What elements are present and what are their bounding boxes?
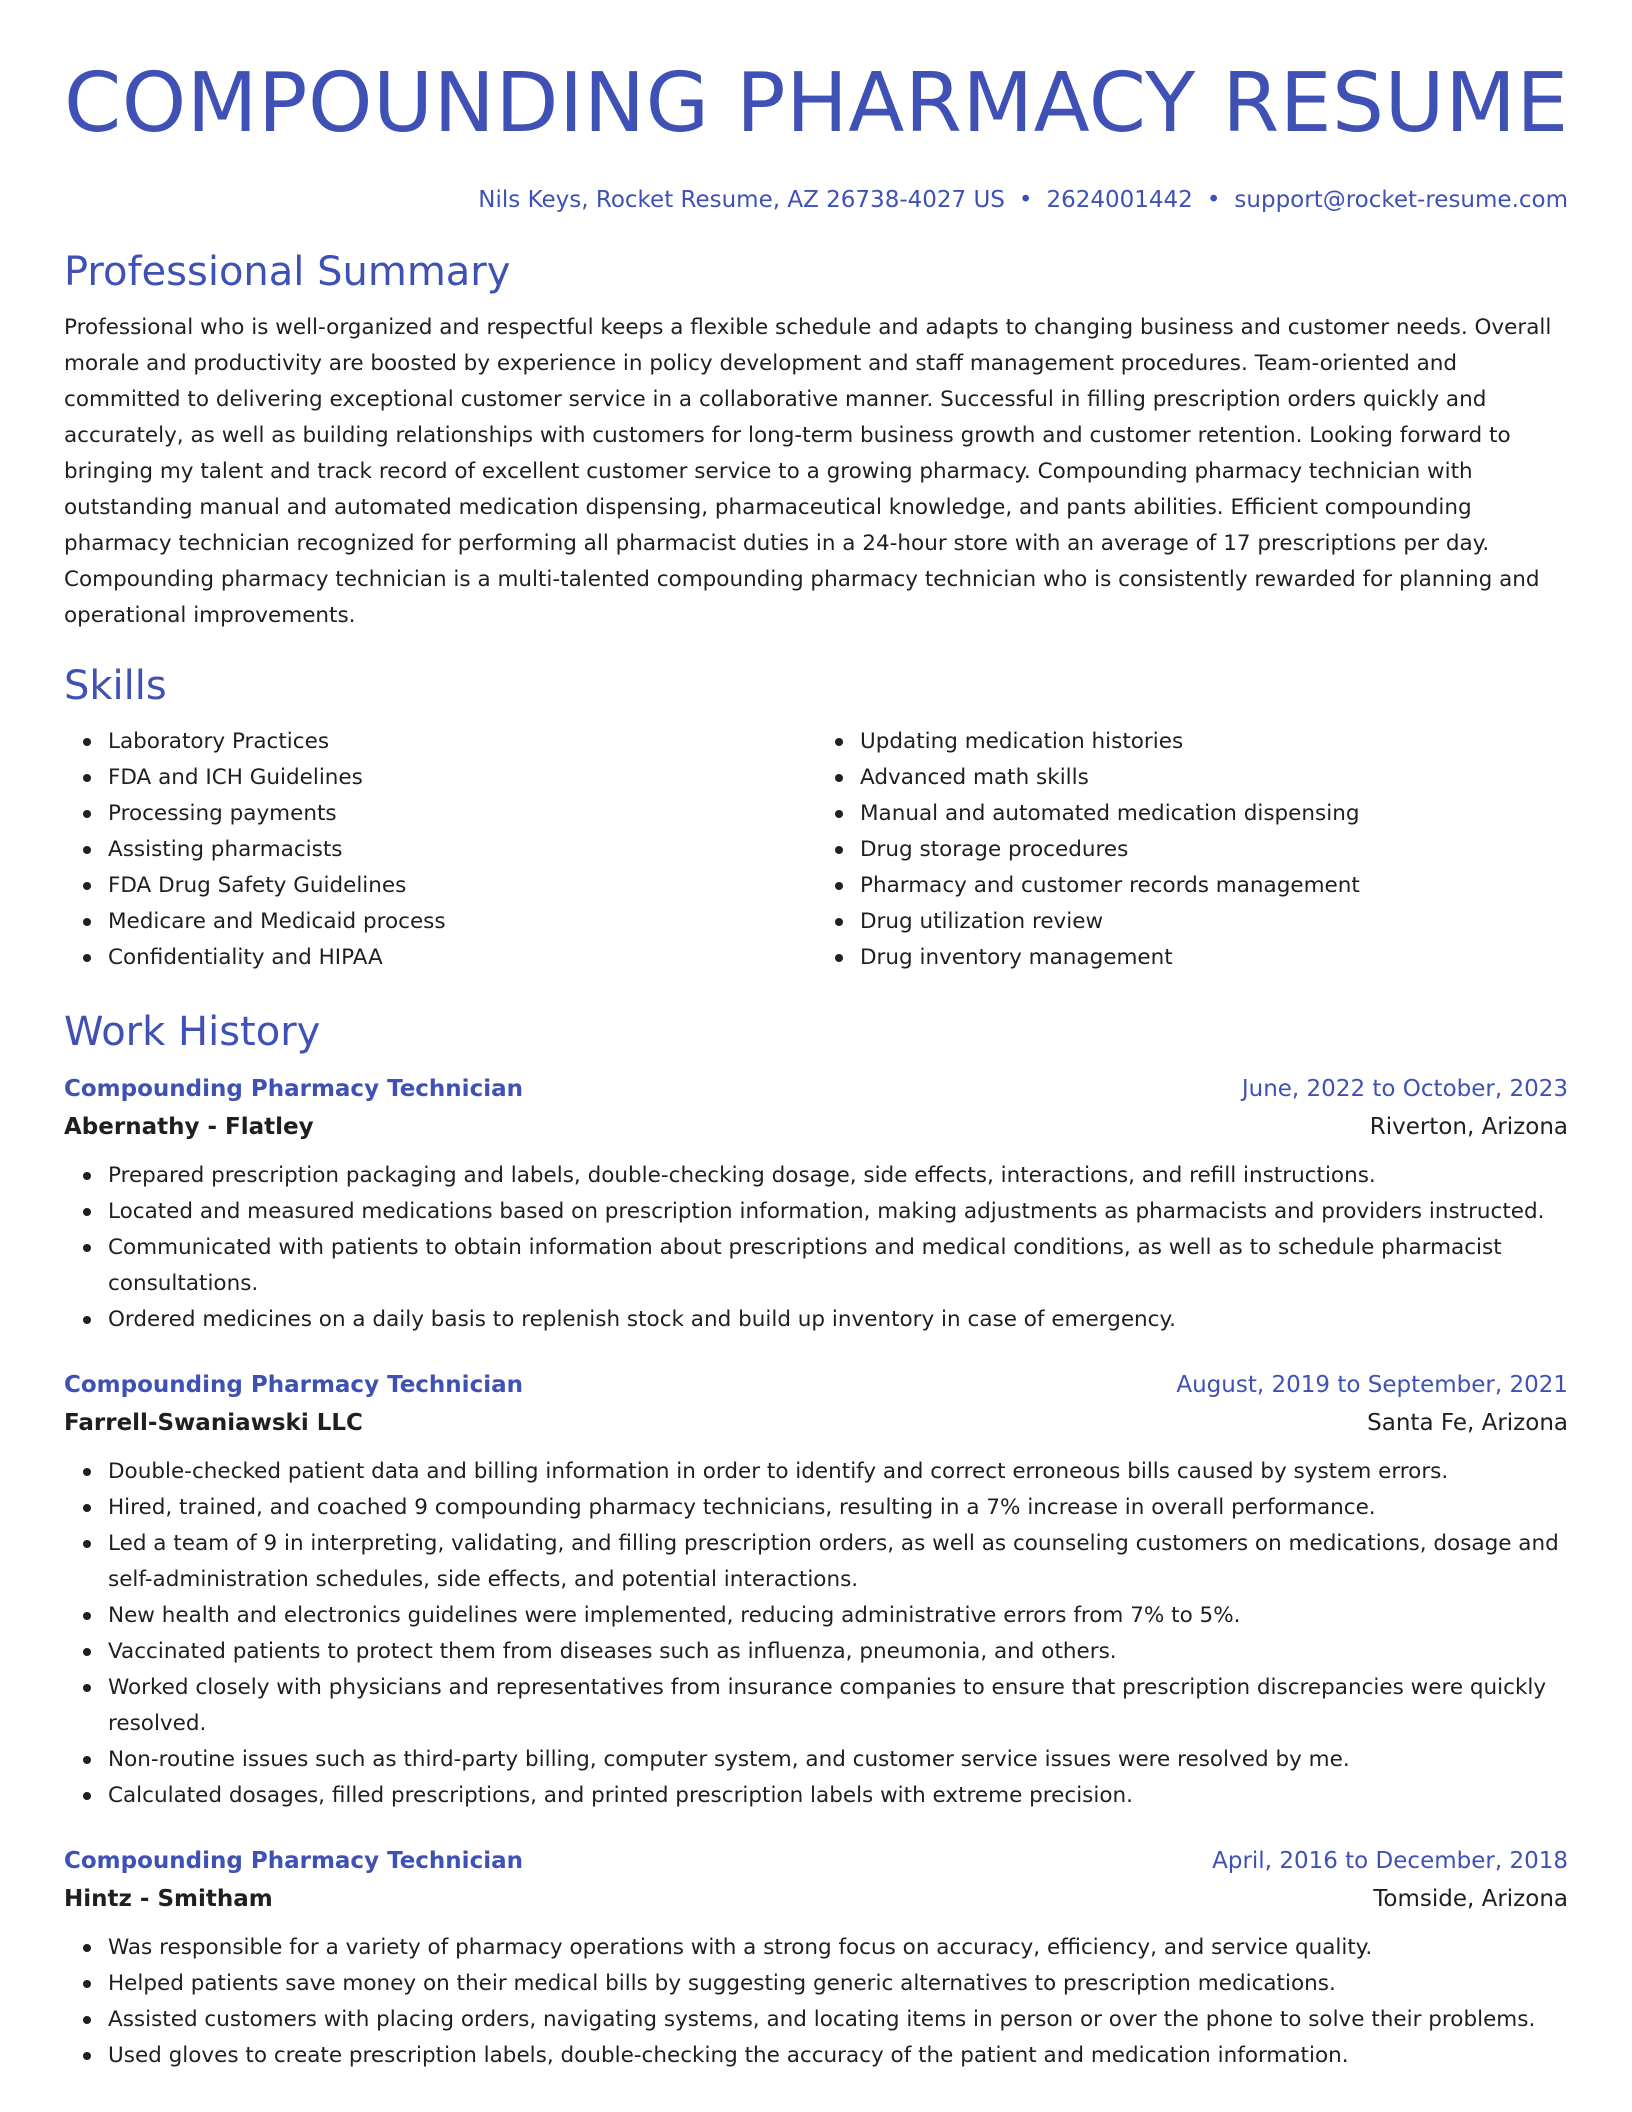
job-header-row	[64, 1842, 1568, 1880]
skill-item: Advanced math skills	[860, 760, 1568, 796]
job-entry	[64, 1070, 1568, 1338]
skills-list-left	[64, 724, 816, 976]
job-header-row	[64, 1366, 1568, 1404]
job-bullet: Was responsible for a variety of pharmacy operations with a strong focus on accuracy, efficiency, and service quality.	[108, 1930, 1568, 1966]
professional-summary-section	[64, 246, 1568, 634]
job-bullet: Led a team of 9 in interpreting, validating, and filling prescription orders, as well as counseling customers on medications, dosage and self-administration schedules, side effects, and potential interactions.	[108, 1526, 1568, 1598]
job-bullet: Prepared prescription packaging and labels, double-checking dosage, side effects, interactions, and refill instructions.	[108, 1158, 1568, 1194]
job-dates: April, 2016 to December, 2018	[1212, 1848, 1568, 1874]
job-dates: June, 2022 to October, 2023	[1241, 1076, 1568, 1102]
job-entry	[64, 1366, 1568, 1814]
skill-item: Manual and automated medication dispensing	[860, 796, 1568, 832]
contact-address: Nils Keys, Rocket Resume, AZ 26738-4027 US	[478, 187, 1005, 213]
job-bullets	[64, 1454, 1568, 1814]
skill-item: Drug storage procedures	[860, 832, 1568, 868]
skill-item: Medicare and Medicaid process	[108, 904, 816, 940]
skill-item: Processing payments	[108, 796, 816, 832]
job-role: Compounding Pharmacy Technician	[64, 1076, 523, 1102]
job-entry	[64, 1842, 1568, 2074]
job-bullet: Communicated with patients to obtain information about prescriptions and medical conditions, as well as to schedule pharmacist consultations.	[108, 1230, 1568, 1302]
skill-item: Updating medication histories	[860, 724, 1568, 760]
skills-section	[64, 660, 1568, 976]
job-header-row	[64, 1070, 1568, 1108]
job-bullet: Helped patients save money on their medical bills by suggesting generic alternatives to prescription medications.	[108, 1966, 1568, 2002]
job-role: Compounding Pharmacy Technician	[64, 1848, 523, 1874]
section-title-skills: Skills	[64, 663, 167, 709]
skills-list-right	[816, 724, 1568, 976]
job-company: Farrell-Swaniawski LLC	[64, 1410, 363, 1436]
contact-separator: •	[1206, 187, 1221, 213]
job-bullet: Ordered medicines on a daily basis to replenish stock and build up inventory in case of emergency.	[108, 1302, 1568, 1338]
skill-item: Drug utilization review	[860, 904, 1568, 940]
job-bullet: Calculated dosages, filled prescriptions, and printed prescription labels with extreme precision.	[108, 1778, 1568, 1814]
section-title-work-history: Work History	[64, 1009, 321, 1055]
section-title-summary: Professional Summary	[64, 249, 511, 295]
job-bullet: New health and electronics guidelines were implemented, reducing administrative errors from 7% to 5%.	[108, 1598, 1568, 1634]
job-company-row	[64, 1880, 1568, 1918]
contact-line	[64, 184, 1568, 216]
skills-columns	[64, 724, 1568, 976]
job-bullet: Non-routine issues such as third-party billing, computer system, and customer service issues were resolved by me.	[108, 1742, 1568, 1778]
job-bullets	[64, 1158, 1568, 1338]
summary-paragraph: Professional who is well-organized and respectful keeps a flexible schedule and adapts to changing business and customer needs. Overall morale and productivity are boosted by experience in policy development and staff management procedures. Team-oriented and committed to delivering exceptional customer service in a collaborative manner. Successful in filling prescription orders quickly and accurately, as well as building relationships with customers for long-term business growth and customer retention. Looking forward to bringing my talent and track record of excellent customer service to a growing pharmacy. Compounding pharmacy technician with outstanding manual and automated medication dispensing, pharmaceutical knowledge, and pants abilities. Efficient compounding pharmacy technician recognized for performing all pharmacist duties in a 24-hour store with an average of 17 prescriptions per day. Compounding pharmacy technician is a multi-talented compounding pharmacy technician who is consistently rewarded for planning and operational improvements.	[64, 315, 1552, 628]
job-bullet: Used gloves to create prescription labels, double-checking the accuracy of the patient and medication information.	[108, 2038, 1568, 2074]
job-bullets	[64, 1930, 1568, 2074]
work-history-section	[64, 1006, 1568, 2074]
job-bullet: Located and measured medications based on prescription information, making adjustments as pharmacists and providers instructed.	[108, 1194, 1568, 1230]
job-location: Tomside, Arizona	[1373, 1886, 1568, 1912]
job-bullet: Double-checked patient data and billing information in order to identify and correct erroneous bills caused by system errors.	[108, 1454, 1568, 1490]
job-location: Riverton, Arizona	[1369, 1114, 1568, 1140]
skill-item: Pharmacy and customer records management	[860, 868, 1568, 904]
skill-item: Assisting pharmacists	[108, 832, 816, 868]
skill-item: Laboratory Practices	[108, 724, 816, 760]
job-dates: August, 2019 to September, 2021	[1176, 1372, 1568, 1398]
job-location: Santa Fe, Arizona	[1367, 1410, 1568, 1436]
job-bullet: Assisted customers with placing orders, navigating systems, and locating items in person or over the phone to solve their problems.	[108, 2002, 1568, 2038]
job-bullet: Vaccinated patients to protect them from diseases such as influenza, pneumonia, and others.	[108, 1634, 1568, 1670]
skill-item: FDA Drug Safety Guidelines	[108, 868, 816, 904]
skill-item: Drug inventory management	[860, 940, 1568, 976]
contact-email: support@rocket-resume.com	[1234, 187, 1568, 213]
job-company-row	[64, 1108, 1568, 1146]
contact-separator: •	[1018, 187, 1033, 213]
job-role: Compounding Pharmacy Technician	[64, 1372, 523, 1398]
contact-phone: 2624001442	[1046, 187, 1193, 213]
job-bullet: Hired, trained, and coached 9 compounding pharmacy technicians, resulting in a 7% increase in overall performance.	[108, 1490, 1568, 1526]
skill-item: Confidentiality and HIPAA	[108, 940, 816, 976]
job-company-row	[64, 1404, 1568, 1442]
resume-title: COMPOUNDING PHARMACY RESUME	[64, 56, 1569, 151]
job-company: Hintz - Smitham	[64, 1886, 273, 1912]
job-company: Abernathy - Flatley	[64, 1114, 314, 1140]
job-bullet: Worked closely with physicians and representatives from insurance companies to ensure that prescription discrepancies were quickly resolved.	[108, 1670, 1568, 1742]
skill-item: FDA and ICH Guidelines	[108, 760, 816, 796]
